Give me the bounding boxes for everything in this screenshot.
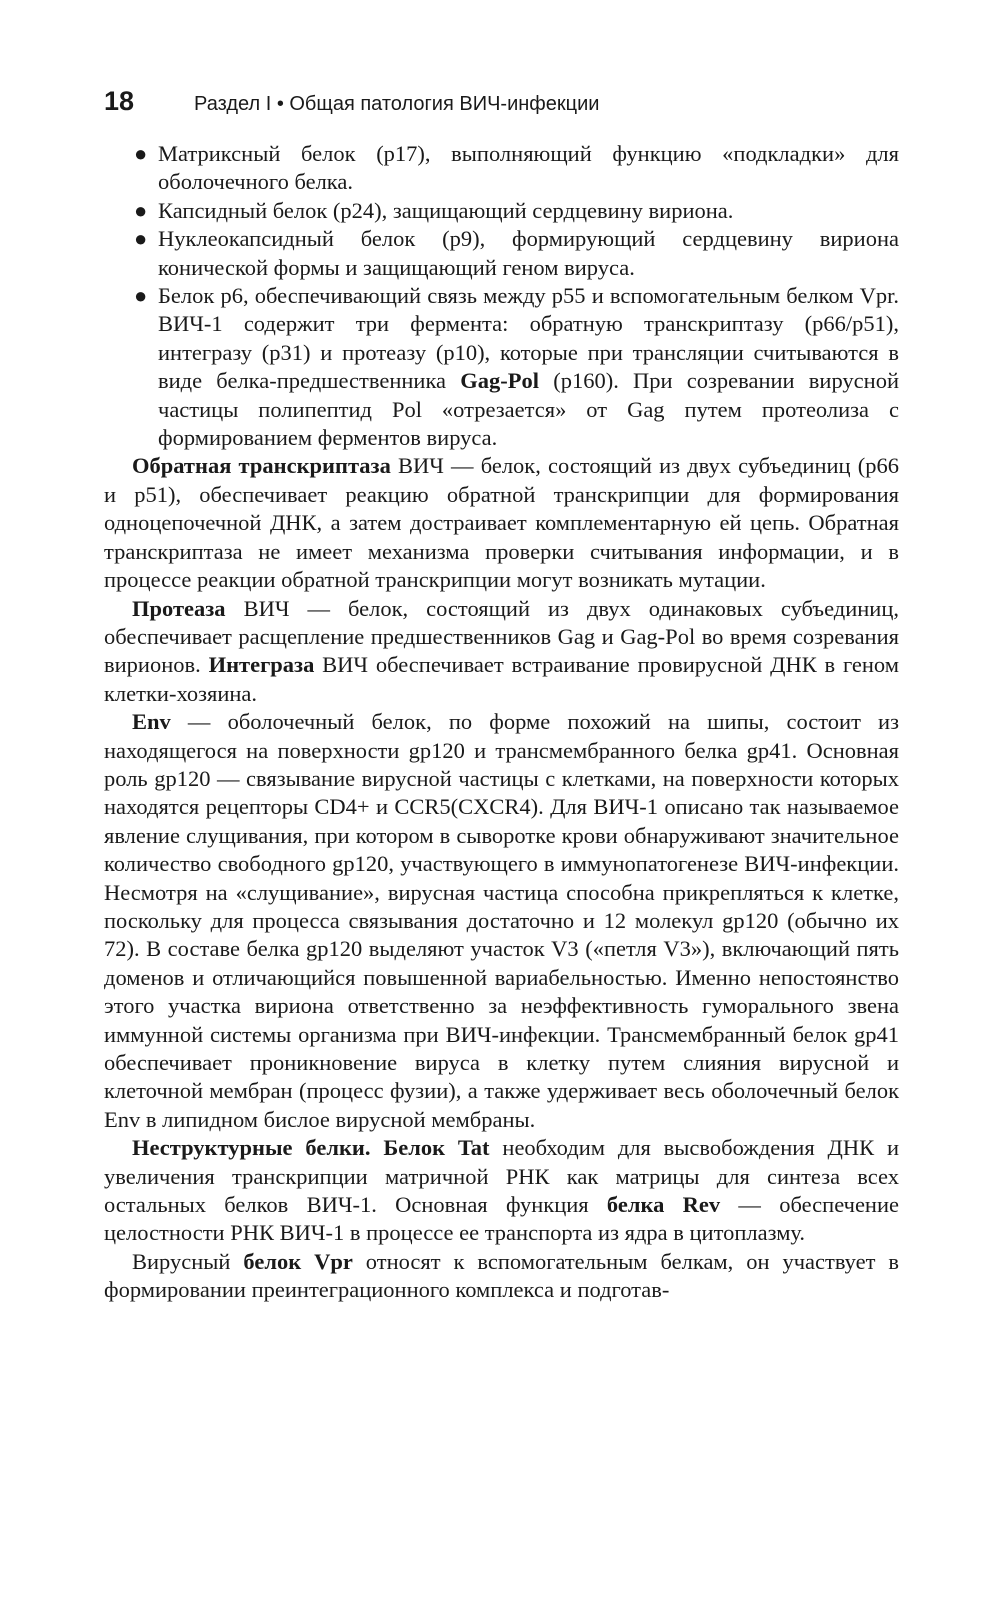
paragraph-text: Вирусный (132, 1248, 244, 1274)
paragraph-text: необходим для высвобождения ДНК и увеличения транскрипции матричной РНК как матрицы для синтеза всех остальных белков ВИЧ-1. Основная функция (104, 1135, 899, 1218)
bold-term: Неструктурные белки. Белок Tat (132, 1135, 490, 1161)
paragraph-vpr (104, 1248, 899, 1305)
list-item-text: Нуклеокапсидный белок (p9), формирующий сердцевину вириона конической формы и защищающий геном вируса. (158, 226, 899, 280)
bullet-icon: ● (134, 197, 148, 223)
bold-term: Протеаза (132, 595, 226, 621)
list-item (104, 197, 899, 225)
bullet-icon: ● (134, 141, 148, 166)
page-header (104, 86, 599, 117)
page-body (104, 140, 899, 1305)
paragraph-reverse-transcriptase (104, 452, 899, 594)
paragraph-text: ВИЧ — белок, состоящий из двух одинаковых субъединиц, обеспечивает расщепление предшественников Gag и Gag-Pol во время созревания вирионов. (104, 595, 899, 678)
list-item-text: Матриксный белок (p17), выполняющий функцию «подкладки» для оболочечного белка. (158, 141, 899, 195)
bold-term: белок Vpr (243, 1248, 353, 1274)
list-item (104, 140, 899, 197)
paragraph-env (104, 708, 899, 1134)
list-item-text: (p160). При созревании вирусной частицы полипептид Pol «отрезается» от Gag путем протеолиза с формированием ферментов вируса. (158, 368, 899, 451)
protein-list (104, 140, 899, 452)
bold-term: белка Rev (606, 1192, 721, 1218)
paragraph-text: относят к вспомогательным белкам, он участвует в формировании преинтеграционного комплекса и подготав- (104, 1248, 900, 1303)
bullet-icon: ● (134, 283, 148, 309)
paragraph-text: — обеспечение целостности РНК ВИЧ-1 в процессе ее транспорта из ядра в цитоплазму. (104, 1192, 899, 1246)
bold-term: Интеграза (208, 652, 315, 678)
list-item-text: Капсидный белок (p24), защищающий сердцевину вириона. (158, 197, 734, 223)
list-item (104, 225, 899, 282)
bold-term: Env (132, 709, 171, 735)
list-item (104, 282, 899, 452)
paragraph-text: ВИЧ обеспечивает встраивание провирусной ДНК в геном клетки-хозяина. (104, 652, 899, 706)
paragraph-nonstructural (104, 1134, 899, 1248)
list-item-text: Белок p6, обеспечивающий связь между p55 и вспомогательным белком Vpr. ВИЧ-1 содержит три фермента: обратную транскриптазу (p66/p51), интегразу (p31) и протеазу (p10), которые при трансляции считываются в виде белка-предшественника (158, 283, 899, 394)
bold-term: Gag-Pol (460, 368, 540, 394)
paragraph-protease (104, 595, 899, 709)
bullet-icon: ● (134, 226, 148, 252)
running-head: Раздел I • Общая патология ВИЧ-инфекции (194, 93, 600, 115)
paragraph-text: ВИЧ — белок, состоящий из двух субъединиц (p66 и p51), обеспечивает реакцию обратной транскрипции для формирования одноцепочечной ДНК, а затем достраивает комплементарную ей цепь. Обратная транскриптаза не имеет механизма проверки считывания информации, и в процессе реакции обратной транскрипции могут возникать мутации. (104, 453, 899, 593)
paragraph-text: — оболочечный белок, по форме похожий на шипы, состоит из находящегося на поверхности gp120 и трансмембранного белка gp41. Основная роль gp120 — связывание вирусной частицы с клетками, на поверхности которых находятся рецепторы CD4+ и CCR5(CXCR4). Для ВИЧ-1 описано так называемое явление слущивания, при котором в сыворотке крови обнаруживают значительное количество свободного gp120, участвующего в иммунопатогенезе ВИЧ-инфекции. Несмотря на «слущивание», вирусная частица способна прикрепляться к клетке, поскольку для процесса связывания достаточно и 12 молекул gp120 (обычно их 72). В составе белка gp120 выделяют участок V3 («петля V3»), включающий пять доменов и отличающийся повышенной вариабельностью. Именно непостоянство этого участка вириона ответственно за неэффективность гуморального звена иммунной системы организма при ВИЧ-инфекции. Трансмембранный белок gp41 обеспечивает проникновение вируса в клетку путем слияния вирусной и клеточной мембран (процесс фузии), а также удерживает весь оболочечный белок Env в липидном бислое вирусной мембраны. (104, 709, 899, 1132)
bold-term: Обратная транскриптаза (132, 453, 391, 479)
page-number: 18 (104, 86, 135, 116)
